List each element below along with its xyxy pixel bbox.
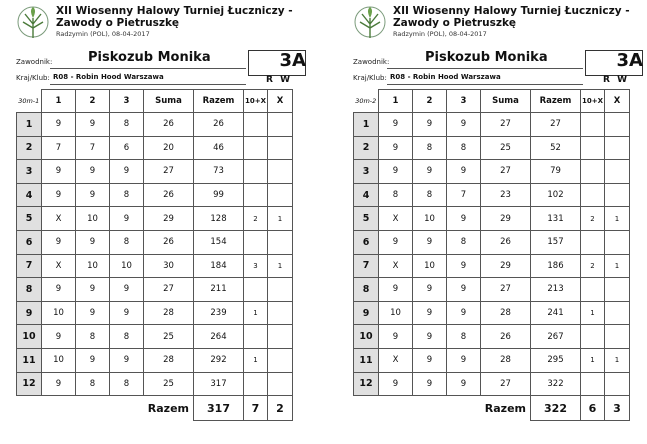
- arrow3: 10: [110, 254, 144, 278]
- arrow1: X: [379, 207, 413, 231]
- end-number: 5: [17, 207, 42, 231]
- club-underline: [50, 84, 246, 85]
- x-header: X: [605, 90, 630, 113]
- end-number: 2: [17, 136, 42, 160]
- arrow1: 9: [379, 372, 413, 396]
- tournament-logo: [353, 4, 387, 44]
- arrow2-header: 2: [76, 90, 110, 113]
- x-count: [605, 230, 630, 254]
- tenx-count: 1: [244, 348, 268, 372]
- tenx-count: [244, 183, 268, 207]
- arrow1: 9: [42, 160, 76, 184]
- arrow3: 9: [110, 160, 144, 184]
- end-sum: 27: [481, 278, 531, 302]
- running-total: 186: [531, 254, 581, 278]
- arrow1: X: [42, 207, 76, 231]
- end-number: 7: [17, 254, 42, 278]
- arrow1: X: [379, 254, 413, 278]
- header-row: [17, 90, 293, 113]
- arrow1: 9: [379, 278, 413, 302]
- x-header: X: [268, 90, 293, 113]
- end-row: [354, 136, 630, 160]
- end-number: 4: [354, 183, 379, 207]
- arrow1: 9: [42, 230, 76, 254]
- end-row: [354, 207, 630, 231]
- arrow1: 9: [42, 113, 76, 137]
- event-location-date: Radzymin (POL), 08-04-2017: [56, 30, 150, 38]
- arrow2: 9: [76, 301, 110, 325]
- tenx-count: 1: [581, 348, 605, 372]
- x-count: [268, 325, 293, 349]
- running-total: 46: [194, 136, 244, 160]
- end-row: [354, 278, 630, 302]
- arrow1-header: 1: [379, 90, 413, 113]
- arrow1: 9: [42, 325, 76, 349]
- arrow1: 10: [42, 348, 76, 372]
- tenx-count: 1: [581, 301, 605, 325]
- end-row: [354, 230, 630, 254]
- end-row: [17, 278, 293, 302]
- arrow1-header: 1: [42, 90, 76, 113]
- running-total: 27: [531, 113, 581, 137]
- suma-header: Suma: [144, 90, 194, 113]
- tenx-count: [581, 372, 605, 396]
- tenx-count: [244, 230, 268, 254]
- arrow1: 9: [379, 325, 413, 349]
- end-row: [17, 348, 293, 372]
- tenx-count: 2: [581, 207, 605, 231]
- tenx-count: [581, 160, 605, 184]
- end-sum: 29: [481, 254, 531, 278]
- arrow3: 9: [447, 160, 481, 184]
- club-label: Kraj/Klub:: [353, 74, 387, 82]
- x-count: [605, 301, 630, 325]
- arrow2: 8: [413, 183, 447, 207]
- x-count: 1: [605, 254, 630, 278]
- tenx-count: [244, 325, 268, 349]
- arrow1: 9: [379, 230, 413, 254]
- end-row: [17, 136, 293, 160]
- end-number: 3: [354, 160, 379, 184]
- total-row: [354, 396, 630, 421]
- arrow3: 8: [447, 136, 481, 160]
- end-sum: 28: [144, 348, 194, 372]
- end-number: 7: [354, 254, 379, 278]
- end-number: 4: [17, 183, 42, 207]
- end-row: [17, 301, 293, 325]
- club-name: R08 - Robin Hood Warszawa: [390, 73, 501, 81]
- end-row: [354, 372, 630, 396]
- x-count: [268, 278, 293, 302]
- tenx-count: [581, 183, 605, 207]
- rw-label: R W: [603, 75, 629, 85]
- razem-header: Razem: [194, 90, 244, 113]
- club-name: R08 - Robin Hood Warszawa: [53, 73, 164, 81]
- arrow3: 8: [447, 230, 481, 254]
- end-sum: 27: [481, 372, 531, 396]
- x-count: 1: [268, 254, 293, 278]
- athlete-name: Piskozub Monika: [425, 50, 548, 65]
- x-count: [268, 113, 293, 137]
- end-sum: 27: [144, 278, 194, 302]
- end-sum: 26: [144, 230, 194, 254]
- arrow2: 9: [76, 113, 110, 137]
- x-count: [268, 348, 293, 372]
- x-count: 1: [268, 207, 293, 231]
- event-title: XII Wiosenny Halowy Turniej Łuczniczy - Zawody o Pietruszkę: [393, 5, 630, 29]
- x-count: [605, 372, 630, 396]
- arrow1: 9: [379, 113, 413, 137]
- total-razem: 317: [194, 396, 244, 421]
- end-row: [354, 160, 630, 184]
- running-total: 239: [194, 301, 244, 325]
- running-total: 157: [531, 230, 581, 254]
- running-total: 264: [194, 325, 244, 349]
- total-tenx: 7: [244, 396, 268, 421]
- arrow2: 9: [76, 278, 110, 302]
- end-number: 1: [17, 113, 42, 137]
- end-row: [17, 183, 293, 207]
- target-number: 3A: [616, 50, 643, 71]
- end-row: [17, 160, 293, 184]
- end-sum: 25: [481, 136, 531, 160]
- total-label: Razem: [484, 401, 526, 415]
- athlete-name: Piskozub Monika: [88, 50, 211, 65]
- athlete-label: Zawodnik:: [353, 58, 390, 66]
- running-total: 211: [194, 278, 244, 302]
- score-table: [353, 89, 630, 421]
- end-sum: 26: [144, 183, 194, 207]
- tenx-count: [244, 160, 268, 184]
- running-total: 267: [531, 325, 581, 349]
- arrow3: 8: [447, 325, 481, 349]
- end-row: [17, 230, 293, 254]
- arrow3: 7: [447, 183, 481, 207]
- end-sum: 28: [481, 348, 531, 372]
- running-total: 79: [531, 160, 581, 184]
- arrow1: 10: [42, 301, 76, 325]
- arrow2: 8: [76, 325, 110, 349]
- running-total: 52: [531, 136, 581, 160]
- arrow1: 10: [379, 301, 413, 325]
- arrow2: 9: [413, 160, 447, 184]
- tenx-count: [581, 325, 605, 349]
- arrow3: 8: [110, 113, 144, 137]
- arrow1: 8: [379, 183, 413, 207]
- running-total: 131: [531, 207, 581, 231]
- x-count: [605, 183, 630, 207]
- arrow1: 7: [42, 136, 76, 160]
- x-count: [605, 113, 630, 137]
- running-total: 241: [531, 301, 581, 325]
- end-row: [354, 348, 630, 372]
- end-row: [354, 183, 630, 207]
- arrow3: 9: [110, 348, 144, 372]
- running-total: 184: [194, 254, 244, 278]
- tenx-header: 10+X: [581, 90, 605, 113]
- arrow3: 6: [110, 136, 144, 160]
- arrow1: X: [42, 254, 76, 278]
- end-number: 9: [354, 301, 379, 325]
- arrow3: 9: [447, 372, 481, 396]
- total-x: 3: [605, 396, 630, 421]
- running-total: 317: [194, 372, 244, 396]
- arrow2: 9: [413, 325, 447, 349]
- arrow2: 10: [413, 254, 447, 278]
- total-x: 2: [268, 396, 293, 421]
- arrow1: 9: [42, 278, 76, 302]
- end-number: 11: [17, 348, 42, 372]
- arrow2: 9: [413, 372, 447, 396]
- arrow3: 9: [110, 207, 144, 231]
- athlete-underline: [387, 68, 583, 69]
- total-tenx: 6: [581, 396, 605, 421]
- end-number: 6: [354, 230, 379, 254]
- arrow1: 9: [42, 183, 76, 207]
- x-count: [268, 230, 293, 254]
- arrow3: 8: [110, 325, 144, 349]
- score-table: [16, 89, 293, 421]
- arrow3: 9: [110, 301, 144, 325]
- end-sum: 27: [481, 113, 531, 137]
- tenx-count: [581, 230, 605, 254]
- total-razem: 322: [531, 396, 581, 421]
- end-sum: 27: [481, 160, 531, 184]
- end-sum: 27: [144, 160, 194, 184]
- x-count: [605, 136, 630, 160]
- end-number: 9: [17, 301, 42, 325]
- end-number: 3: [17, 160, 42, 184]
- athlete-underline: [50, 68, 246, 69]
- arrow2: 10: [76, 207, 110, 231]
- total-label: Razem: [147, 401, 189, 415]
- tenx-count: [244, 136, 268, 160]
- arrow2: 10: [413, 207, 447, 231]
- running-total: 322: [531, 372, 581, 396]
- end-number: 8: [354, 278, 379, 302]
- tenx-count: [581, 113, 605, 137]
- arrow2: 9: [413, 301, 447, 325]
- x-count: [268, 160, 293, 184]
- x-count: [268, 183, 293, 207]
- tenx-count: [244, 372, 268, 396]
- running-total: 26: [194, 113, 244, 137]
- end-row: [17, 325, 293, 349]
- arrow3: 9: [447, 207, 481, 231]
- arrow2: 9: [76, 160, 110, 184]
- end-number: 11: [354, 348, 379, 372]
- tenx-count: [581, 278, 605, 302]
- end-sum: 28: [144, 301, 194, 325]
- tournament-logo: [16, 4, 50, 44]
- tenx-count: 2: [581, 254, 605, 278]
- rw-label: R W: [266, 75, 292, 85]
- end-number: 10: [354, 325, 379, 349]
- end-sum: 26: [144, 113, 194, 137]
- x-count: 1: [605, 207, 630, 231]
- end-sum: 25: [144, 325, 194, 349]
- tenx-count: [581, 136, 605, 160]
- end-sum: 26: [481, 325, 531, 349]
- arrow2: 10: [76, 254, 110, 278]
- tenx-header: 10+X: [244, 90, 268, 113]
- end-number: 2: [354, 136, 379, 160]
- arrow2: 9: [76, 348, 110, 372]
- end-number: 1: [354, 113, 379, 137]
- x-count: [268, 301, 293, 325]
- x-count: [605, 160, 630, 184]
- end-row: [17, 207, 293, 231]
- end-sum: 29: [144, 207, 194, 231]
- end-sum: 25: [144, 372, 194, 396]
- arrow3: 9: [447, 278, 481, 302]
- running-total: 213: [531, 278, 581, 302]
- distance-header: 30m-1: [18, 96, 40, 105]
- arrow3: 9: [447, 113, 481, 137]
- distance-header: 30m-2: [355, 96, 377, 105]
- tenx-count: 3: [244, 254, 268, 278]
- club-underline: [387, 84, 583, 85]
- end-number: 8: [17, 278, 42, 302]
- tenx-count: 1: [244, 301, 268, 325]
- club-label: Kraj/Klub:: [16, 74, 50, 82]
- end-sum: 30: [144, 254, 194, 278]
- arrow3: 8: [110, 372, 144, 396]
- arrow1: 9: [379, 160, 413, 184]
- tenx-count: [244, 113, 268, 137]
- arrow3-header: 3: [447, 90, 481, 113]
- x-count: [268, 136, 293, 160]
- razem-header: Razem: [531, 90, 581, 113]
- running-total: 128: [194, 207, 244, 231]
- running-total: 295: [531, 348, 581, 372]
- suma-header: Suma: [481, 90, 531, 113]
- tenx-count: 2: [244, 207, 268, 231]
- arrow2: 9: [413, 278, 447, 302]
- running-total: 154: [194, 230, 244, 254]
- athlete-label: Zawodnik:: [16, 58, 53, 66]
- arrow1: 9: [42, 372, 76, 396]
- end-row: [354, 254, 630, 278]
- arrow2: 9: [413, 230, 447, 254]
- arrow3: 9: [447, 348, 481, 372]
- arrow2: 7: [76, 136, 110, 160]
- end-sum: 26: [481, 230, 531, 254]
- x-count: [268, 372, 293, 396]
- end-row: [354, 301, 630, 325]
- arrow3: 9: [447, 301, 481, 325]
- arrow2: 9: [413, 348, 447, 372]
- end-row: [17, 372, 293, 396]
- end-row: [17, 254, 293, 278]
- end-row: [354, 325, 630, 349]
- x-count: [605, 325, 630, 349]
- end-number: 5: [354, 207, 379, 231]
- running-total: 102: [531, 183, 581, 207]
- x-count: [605, 278, 630, 302]
- arrow1: 9: [379, 136, 413, 160]
- header-row: [354, 90, 630, 113]
- arrow1: X: [379, 348, 413, 372]
- arrow2: 8: [76, 372, 110, 396]
- running-total: 292: [194, 348, 244, 372]
- end-number: 12: [354, 372, 379, 396]
- arrow2: 8: [413, 136, 447, 160]
- event-title: XII Wiosenny Halowy Turniej Łuczniczy - Zawody o Pietruszkę: [56, 5, 293, 29]
- arrow3: 8: [110, 183, 144, 207]
- end-row: [17, 113, 293, 137]
- arrow3: 9: [447, 254, 481, 278]
- end-number: 12: [17, 372, 42, 396]
- target-number: 3A: [279, 50, 306, 71]
- event-location-date: Radzymin (POL), 08-04-2017: [393, 30, 487, 38]
- end-row: [354, 113, 630, 137]
- arrow2: 9: [413, 113, 447, 137]
- arrow3-header: 3: [110, 90, 144, 113]
- total-row: [17, 396, 293, 421]
- arrow2: 9: [76, 183, 110, 207]
- end-sum: 20: [144, 136, 194, 160]
- end-sum: 29: [481, 207, 531, 231]
- end-sum: 23: [481, 183, 531, 207]
- arrow3: 9: [110, 278, 144, 302]
- end-sum: 28: [481, 301, 531, 325]
- x-count: 1: [605, 348, 630, 372]
- running-total: 99: [194, 183, 244, 207]
- scorecard-left: [10, 0, 310, 444]
- arrow3: 8: [110, 230, 144, 254]
- end-number: 6: [17, 230, 42, 254]
- end-number: 10: [17, 325, 42, 349]
- tenx-count: [244, 278, 268, 302]
- scorecard-right: [347, 0, 647, 444]
- arrow2: 9: [76, 230, 110, 254]
- running-total: 73: [194, 160, 244, 184]
- arrow2-header: 2: [413, 90, 447, 113]
